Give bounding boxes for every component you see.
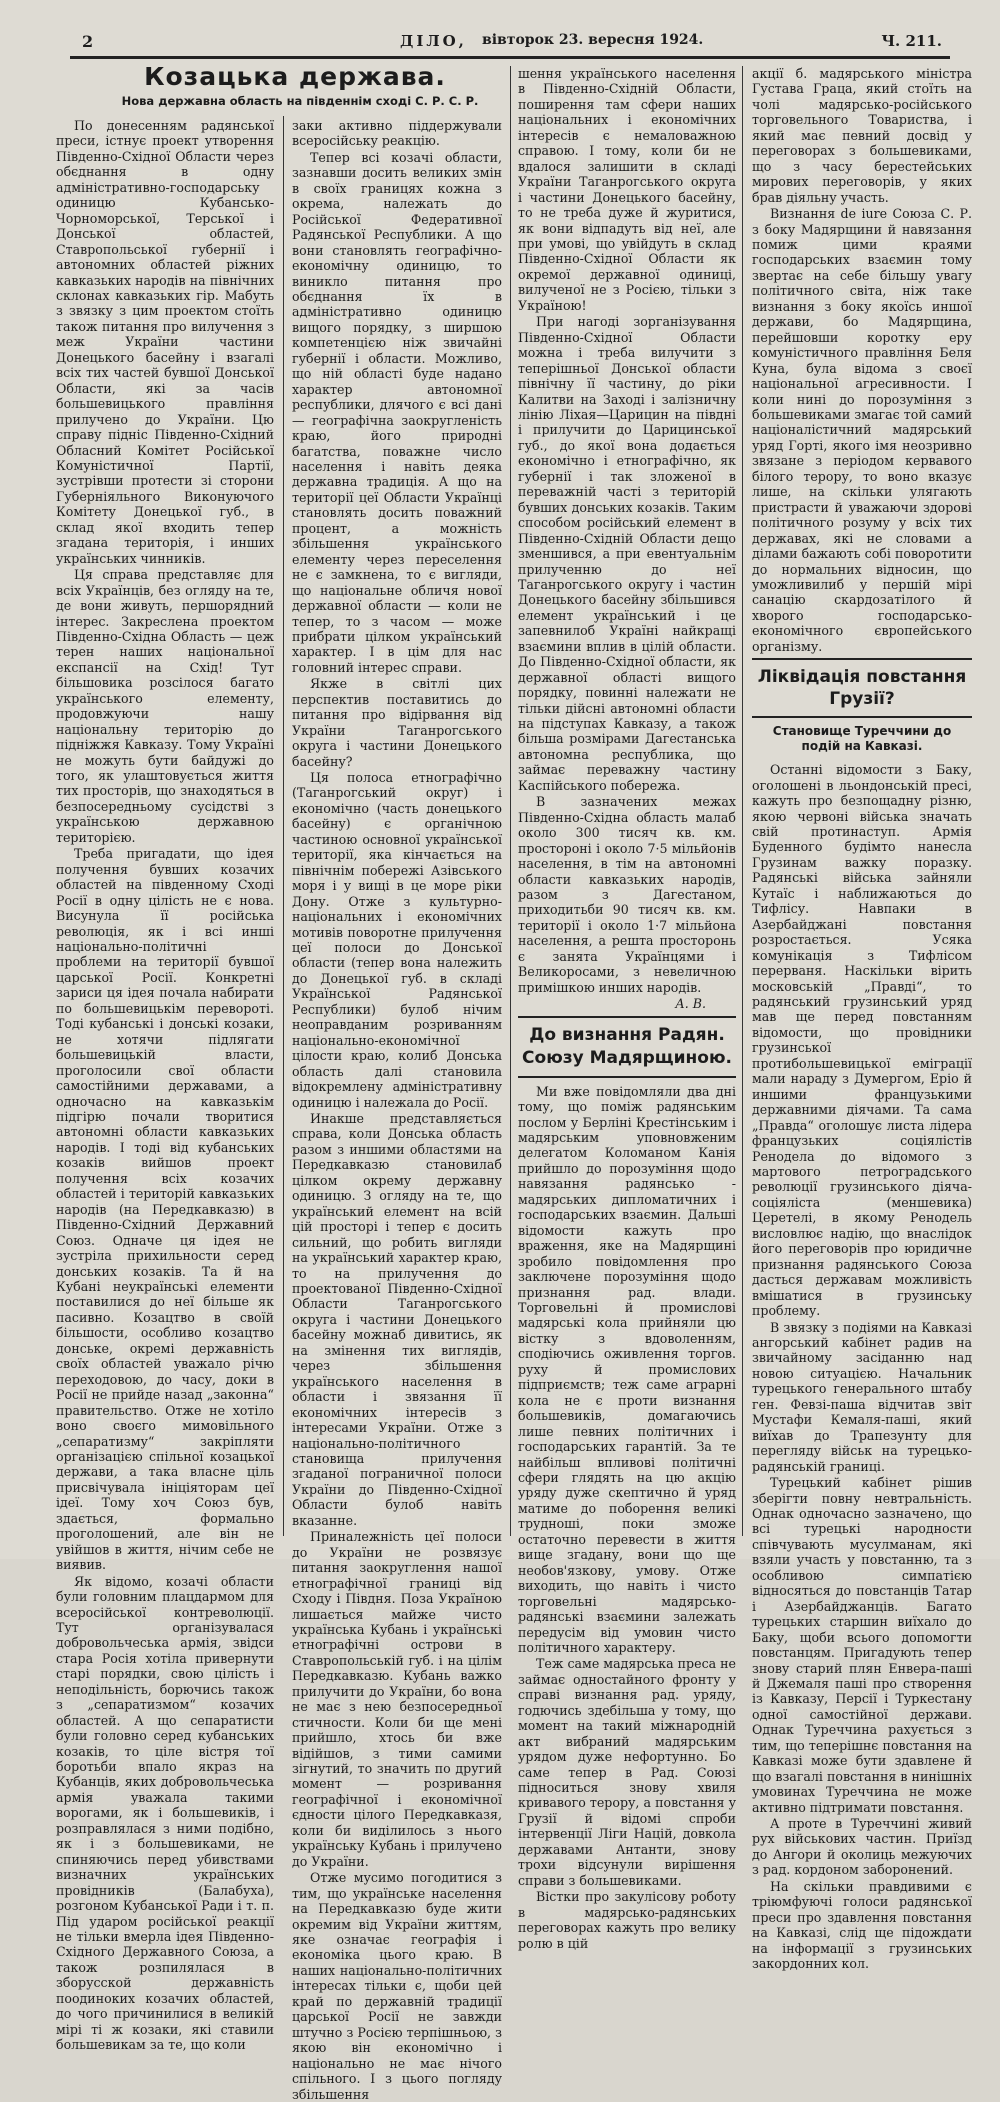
issue-number: Ч. 211. (881, 32, 942, 50)
article-headline-kozatska: Козацька держава. (144, 62, 446, 91)
paragraph: В зазначених межах Південно-Східна область малаб около 300 тисяч кв. км. простороні і около 7·5 мільйонів населення, в тім на автономні области кавказьких народів, разом з Дагестаном, приходитьби 90 тисяч кв. км. території і около 1·7 мільйона населення, а решта просторонь є занята Українцями і Великоросами, з невеличною примішкою инших народів. (518, 794, 736, 995)
paragraph: Тепер всі козачі области, зазнавши досить великих змін в своїх границях кожна з окрема, належать до Російської Федеративної Радянської Республики. А що вони становлять географічно-економічну одиницю, то виникло питання про обєднання їх в адміністративно одиницю вищого порядку, з ширшою компетенцією ніж звичайні губернії і области. Можливо, що ній області буде надано характер автономної республики, длячого є всі дані — географічна заокругленість краю, його природні багатства, поважне число населення і навіть деяка державна традиція. А що на території цеї Области Українці становлять досить поважний процент, а можність збільшення українського елементу через переселення не є замкнена, то є вигляди, що національне обличя нової державної области — коли не тепер, то з часом — може прибрати цілком український характер. І в цім для нас головний інтерес справи. (292, 149, 502, 675)
masthead (70, 30, 950, 56)
column-divider (742, 66, 743, 1536)
column-4 (752, 66, 972, 1972)
paragraph: В звязку з подіями на Кавказі ангорський кабінет радив на звичайному засіданню над новою ситуацією. Начальник турецького генерального штабу ген. Февзі-паша відчитав звіт Мустафи Кемаля-паші, який виїхав до Трапезунту для перегляду військ на турецько-радянській границі. (752, 1319, 972, 1474)
article-headline-madiarshchyna: До визнання Радян. Союзу Мадярщиною. (518, 1016, 736, 1078)
paragraph: Останні відомости з Баку, оголошені в льондонській пресі, кажуть про безпощадну різню, якою червоні війська значать свій протинаступ. Армія Буденного будімто нанесла Грузинам важку поразку. Радянські війська зайняли Кутаїс і наближаються до Тифлісу. Навпаки в Азербайджані повстання розростається. Усяка комунікація з Тифлісом перерваня. Наскільки вірить московській „Правді“, то радянський грузинський уряд мав ще перед повстанням відомости, що провідники грузинської протибольшевицької еміграції мали нараду з Думергом, Еріо й иншими французькими державними діячами. Та сама „Правда“ оголошує листа лідера французьких соціялістів Ренодела до відомого з мартового петроградського революції грузинського діяча-соціяліста (меншевика) Церетелі, в якому Ренодель висловлює надію, що внаслідок його переговорів про юридичне признання радянського Союза дасться державам можливість вмішатися в грузинську проблему. (752, 762, 972, 1319)
paragraph: Ця полоса етнографічно (Таганрогський округ) і економічно (часть донецького басейну) є органічною частиною основної української території, яка кінчається на північнім побережі Азівського моря і у вищі в це море ріки Дону. Отже з культурно-національних і економічних мотивів поворотне прилучення цеї полоси до Донської области (тепер вона належить до Донецької губ. в складі Української Радянської Республики) булоб нічим неоправданим розриванням національно-економічної цілости краю, колиб Донська область далі становила відокремлену адміністративну одиницю і належала до Росії. (292, 770, 502, 1110)
paragraph: Треба пригадати, що ідея получення бувших козачих областей на південному Сході Росії в одну цілість не є нова. Висунула її російська революція, як і всі инші національно-політичні проблеми на території бувшої царської Росії. Конкретні зариси ця ідея почала набирати по большевицькім перевороті. Тоді кубанські і донські козаки, не хотячи підлягати большевицькій власти, проголосили свої области самостійними державами, а одночасно на кавказькім підгірю почали творитися автономні области кавказьких народів. І тоді від кубанських козаків вийшов проект получення всіх козачих областей і територій кавказьких народів (на Передкавказю) в Південно-Східний Державний Союз. Одначе ця ідея не зустріла прихильности серед донських козаків. Та й на Кубані неукраїнські елементи поставилися до неї більше як пасивно. Козацтво в своїй більшости, особливо козацтво донське, окремі державність своїх областей уважало річю переходовою, до часу, доки в Росії не прийде назад „законна“ правительство. Отже не хотіло воно своєго мимовільного „сепаратизму“ закріпляти організацією спільної козацької держави, а така власне ціль присвічувала ініціяторам цеї ідеї. Тому хоч Союз був, здається, формально проголошений, але він не увійшов в життя, нічим себе не виявив. (56, 846, 274, 1573)
paragraph: Теж саме мадярська преса не займає одностайного фронту у справі визнання рад. уряду, годючись здебільша у тому, що момент на такий міжнародній акт вибраний мадярським урядом дуже нефортунно. Бо саме тепер в Рад. Союзі підноситься знову хвиля кривавого терору, а повстання у Грузії й відомі спроби інтервенції Ліги Націй, довкола державами Антанти, знову трохи відсунули вирішення справи з большевиками. (518, 1656, 736, 1888)
column-1 (56, 118, 274, 2053)
column-divider (283, 116, 284, 1536)
author-signature: А. В. (675, 996, 706, 1012)
paragraph: На скільки правдивими є тріюмфуючі голоси радянської преси про здавлення повстання на Кавказі, слід ще підождати на інформації з грузинських закордонних кол. (752, 1878, 972, 1972)
column-3 (518, 66, 736, 1951)
paragraph: При нагоді зорганізування Південно-Східної Области можна і треба вилучити з теперішньої Донської области північну її частину, до ріки Калитви на Заході і залізничну лінію Ліхая—Царицин на півдні і прилучити до Царицинської губ., до якої вона додається економічно і етнографічно, як губернії і так зложеної в переважній часті з територій бувших донських козаків. Таким способом російський елемент в Південно-Східній Области дещо зменшився, а при евентуальнім прилученню до неї Таганрогського округу і частин Донецького басейну збільшився елемент український і це запевнилоб Україні найкращі взаємини вплив в цілій области. До Південно-Східної области, як державної області вищого порядку, повинні належати не тільки дійсні автономні области на підступах Кавказу, а також більша розмірами Дагестанська автономна республика, що займає переважну частину Каспійського побережа. (518, 314, 736, 793)
article-subheadline-kozatska: Нова державна область на південнім сході С. Р. С. Р. (121, 94, 479, 108)
column-2 (292, 118, 502, 2102)
paragraph: Як відомо, козачі области були головним плацдармом для всеросійської контреволюції. Тут організувалася добровольчеська армія, звідси стара Росія хотіла привернути старі порядки, свою цілість і неподільність, борючись також з „сепаратизмом“ козачих областей. А що сепаратисти були головно серед кубанських козаків, то ціле вістря тої боротьби впало якраз на Кубанців, яких добровольчеська армія уважала такими ворогами, як і большевиків, і розправлялася з ними подібно, як і з большевиками, не спиняючись перед убивствами визначних українських провідників (Балабуха), розгоном Кубанської Ради і т. п. Під ударом російської реакції не тільки вмерла ідея Південно-Східного Державного Союза, а також розпилялася в зборусской державність поодиноких козачих областей, до чого причинилися в великій мірі ті ж козаки, які ставили большевикам за те, що коли (56, 1573, 274, 2053)
paragraph: Приналежність цеї полоси до України не розвязує питання заокруглення нашої етнографічної границі від Сходу і Півдня. Поза Україною лишається майже чисто українська Кубань і українські етнографічні острови в Ставропольській губ. і на цілім Передкавказю. Кубань важко прилучити до України, бо вона не має з нею безпосередньої стичности. Коли би ще мені прийшло, хтось би вже відійшов, з тими самими зігнутий, то значить по другий момент — розривання географічної і економічної єдности цілого Передкавказя, коли би виділилось з нього українську Кубань і прилучено до України. (292, 1529, 502, 1869)
paragraph: Ця справа представляє для всіх Українців, без огляду на те, де вони живуть, першорядний інтерес. Закреслена проектом Південно-Східна Область — цеж терен наших національної експансії на Схід! Тут більшовика розсілося багато українського елементу, продовжуючи нашу національну територію до підніжжя Кавказу. Тому Україні не можуть бути байдужі до того, як улаштовується життя тих просторів, що знаходяться в безпосередньому сусідстві з українською державною територією. (56, 567, 274, 845)
paragraph: Отже мусимо погодитися з тим, що українське населення на Передкавказю буде жити окремим від України життям, яке означає географія і економіка цього краю. В наших національно-політичних інтересах тільки є, щоби цей край по державній традиції царської Росії не завжди штучно з Росією терпішньою, з якою він економічно і національно не має нічого спільного. І з цього погляду збільшення (292, 1870, 502, 2102)
paragraph: шення українського населення в Південно-Східній Области, поширення там сфери наших національних і економічних інтересів є немаловажною справою. І тому, коли би не вдалося залишити в складі України Таганрогського округа і частини Донецького басейну, то не треба дуже й журитися, як вони відпадуть від неї, але при умові, що увійдуть в склад Південно-Східної Области як окремої державної одиниці, вилученої не з Росією, тільки з Україною! (518, 66, 736, 313)
paragraph: Визнання de iure Союза С. Р. з боку Мадярщини й навязання помиж цими краями господарських взаємин тому звертає на себе більшу увагу політичного світа, ніж таке визнання з боку якоїсь иншої держави, бо Мадярщина, перейшовши коротку еру комуністичного правління Беля Куна, була відома з своєї національної агресивности. І коли нині до порозуміння з большевиками змагає той самий націоналістичний мадярський уряд Горті, якого імя неозривно звязане з періодом кервавого білого терору, то воно вказує лише, на скільки улягають пристрасти й уважаючи здорові політичного розуму у всіх тих державах, які не словами а ділами бажають собі поворотити до нормальних відносин, що уможливилиб у першій мірі санацію скардозатілого й хворого господарсько-економічного європейського організму. (752, 206, 972, 654)
article-headline-gruziia: Ліквідація повстання Грузії? (752, 658, 972, 718)
page-number: 2 (82, 32, 94, 51)
paragraph: А проте в Туреччині живий рух військових частин. Приїзд до Ангори й околиць межуючих з рад. кордоном заборонений. (752, 1816, 972, 1878)
newspaper-name: ДІЛО, (400, 32, 467, 50)
paragraph: Инакше представляється справа, коли Донська область разом з иншими областями на Передкавказю становилаб цілком окрему державну одиницю. З огляду на те, що український елемент на всій цій просторі і тепер є досить сильний, що робить вигляди на український характер краю, то на прилучення до проектованої Південно-Східної Области Таганрогського округа і частини Донецького басейну можнаб дивитись, як на змінення тих виглядів, через збільшення українського населення в области і звязання її економічних інтересів з інтересами України. Отже з національно-політичного становища прилучення згаданої пограничної полоси України до Південно-Східної Области булоб навіть вказанне. (292, 1111, 502, 1528)
paragraph: По донесенням радянської преси, істнує проект утворення Південно-Східної Области через обєднання в одну адміністративно-господарську одиницю Кубансько-Чорноморської, Терської і Донської областей, Ставропольської губернії і автономних областей ріжних кавказьких народів на північних склонах кавказьких гір. Мабуть з звязку з цим проектом стоїть також питання про вилучення з меж України частини Донецького басейну і взагалі всіх тих частей бувшої Донської Области, які за часів большевицького правління прилучено до України. Цю справу підніс Південно-Східний Обласний Комітет Російської Комуністичної Партії, зустрівши протести зі сторони Губерніяльного Виконуючого Комітету Донецької губ., в склад якої входить тепер згадана територія, і инших українських чинників. (56, 118, 274, 566)
issue-date: вівторок 23. вересня 1924. (482, 32, 704, 48)
paragraph: акції б. мадярського міністра Густава Граца, який стоїть на чолі мадярсько-російського торговельного Товариства, і який має певний досвід у переговорах з большевиками, що з часу берестейських мирових переговорів, у яких брав діяльну участь. (752, 66, 972, 205)
column-divider (510, 66, 511, 1536)
paragraph: Вістки про закулісову роботу в мадярсько-радянських переговорах кажуть про велику ролю в цій (518, 1889, 736, 1951)
paragraph: заки активно піддержували всеросійську реакцію. (292, 118, 502, 149)
article-subheadline-gruziia: Становище Туреччини до подій на Кавказі. (772, 724, 952, 754)
paragraph: Ми вже повідомляли два дні тому, що поміж радянським послом у Берліні Крестінським і мадярським уповновженим делегатом Коломаном Канія прийшло до порозуміння щодо навязання радянсько - мадярських дипломатичних і господарських взаємин. Дальші відомости кажуть про враження, яке на Мадярщині зробило повідомлення про заключене порозуміння щодо признання рад. влади. Торговельні й промислові мадярські кола прийняли цю вістку з вдоволенням, сподіючись оживлення торгов. руху й промислових підприємств; теж саме аграрні кола не є проти визнання большевиків, домагаючись лише певних політичних і господарських гарантій. За те найбільш впливові політичні сфери глядять на цю акцію уряду дуже скептично й уряд матиме до поборення великі трудноші, поки зможе остаточно перевести в життя вище згадану, вони що ще необов'язкову, умову. Отже виходить, що навіть і чисто торговельні мадярсько-радянські взаємини залежать передусім від умовин чисто політичного характеру. (518, 1083, 736, 1655)
paragraph: Якже в світлі цих перспектив поставитись до питання про відірвання від України Таганрогського округа і частини Донецького басейну? (292, 676, 502, 769)
masthead-rule (70, 56, 950, 59)
paragraph: Турецький кабінет рішив зберігти повну невтральність. Однак одночасно зазначено, що всі турецькі народности співчувають мусулманам, які взяли участь у повстанню, та з особливою симпатією відносяться до повстанців Татар і Азербайджанців. Багато турецьких старшин виїхало до Баку, щоби всього допомогти повстанцям. Пригадують тепер знову старий плян Енвера-паші й Джемаля паші про створення із Кавказу, Персії і Туркестану одної самостійної держави. Однак Туреччина рахується з тим, що теперішнє повстання на Кавказі може бути здавлене й що взагалі повстання в нинішніх умовинах Туреччина не може активно підтримати повстання. (752, 1475, 972, 1815)
